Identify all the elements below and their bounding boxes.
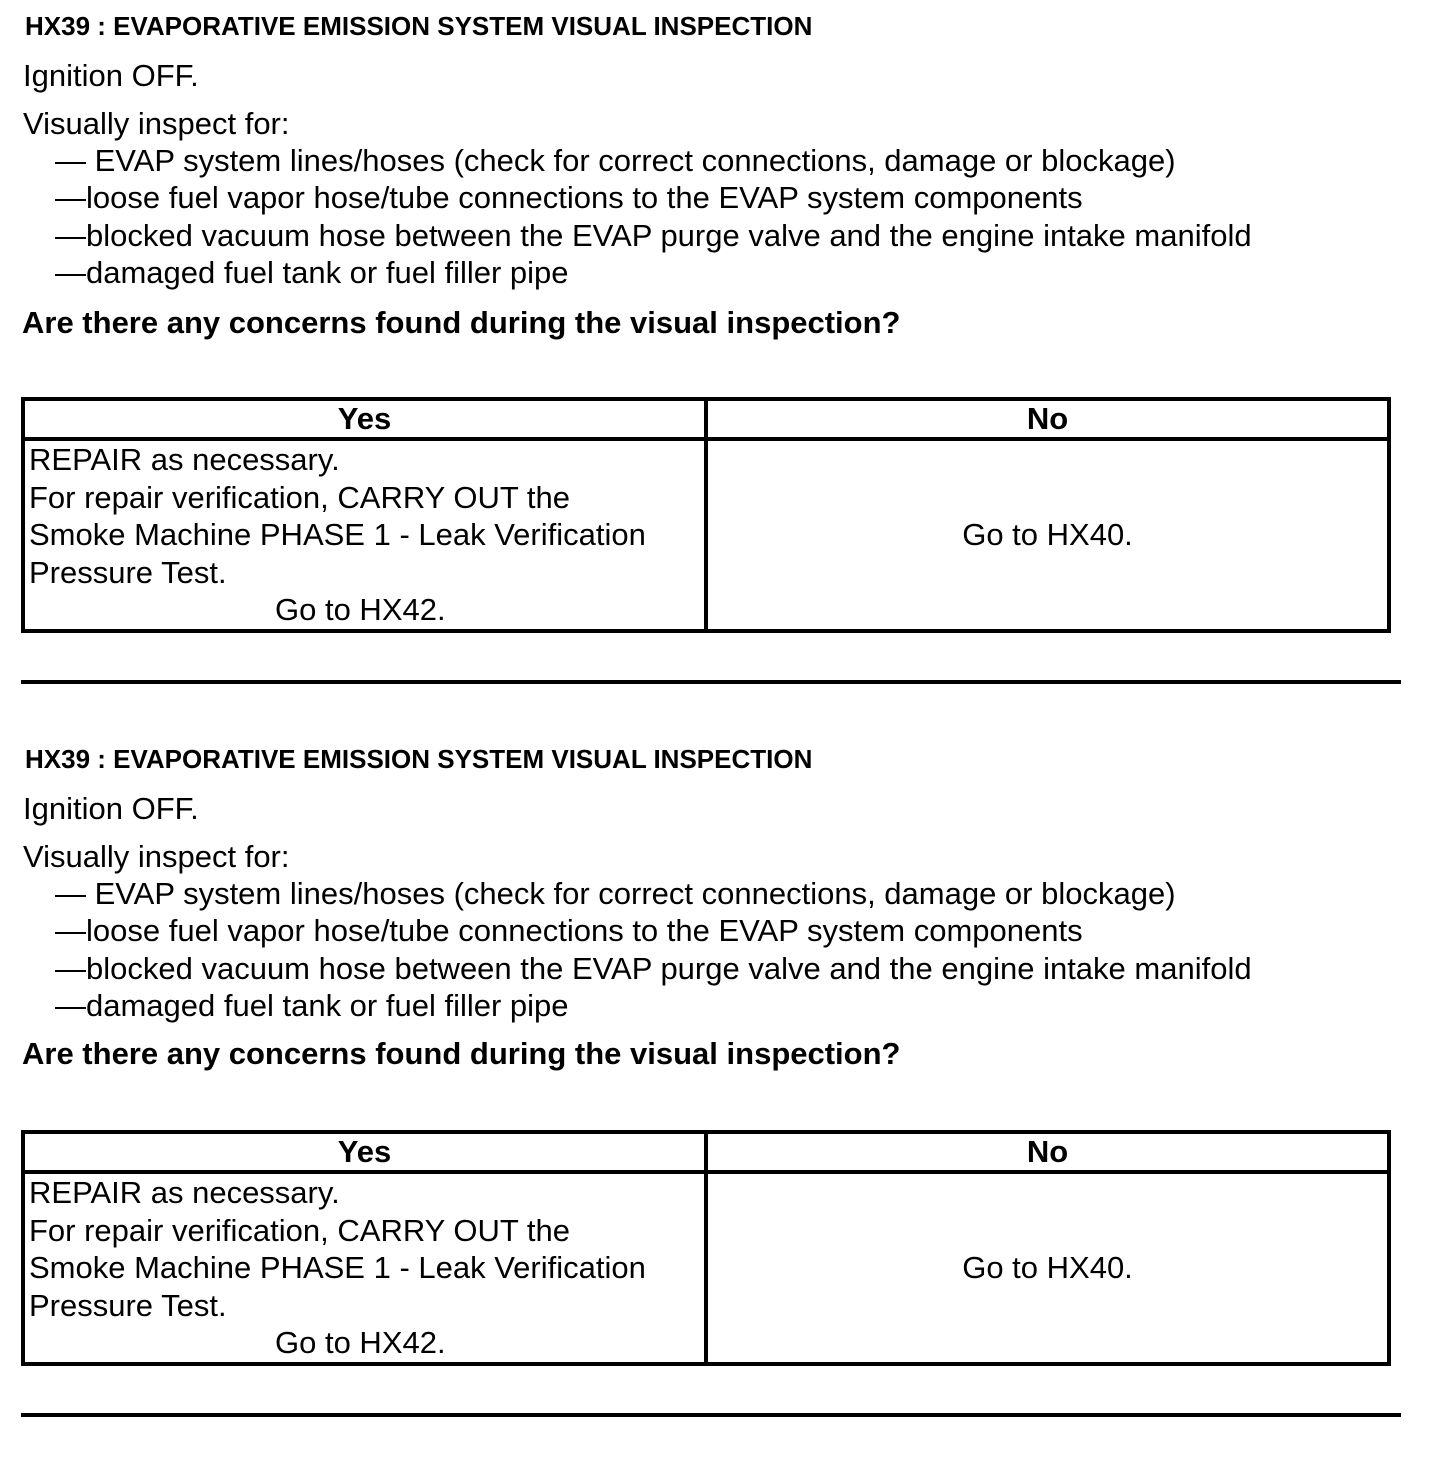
inspect-item: —damaged fuel tank or fuel filler pipe <box>55 255 569 290</box>
no-header: No <box>706 399 1389 439</box>
inspect-item: —blocked vacuum hose between the EVAP purge valve and the engine intake manifold <box>55 951 1252 986</box>
yes-action-cell <box>23 439 706 631</box>
yes-action-line: REPAIR as necessary. <box>29 442 340 478</box>
yes-action-line: For repair verification, CARRY OUT the <box>29 479 570 515</box>
ignition-instruction: Ignition OFF. <box>23 58 199 93</box>
inspect-item: —loose fuel vapor hose/tube connections to the EVAP system components <box>55 180 1083 215</box>
yes-goto-step: Go to HX42. <box>275 592 446 628</box>
section-title: HX39 : EVAPORATIVE EMISSION SYSTEM VISUAL INSPECTION <box>25 744 813 774</box>
inspect-item: —loose fuel vapor hose/tube connections to the EVAP system components <box>55 913 1083 948</box>
yes-action-line: Pressure Test. <box>29 1287 227 1323</box>
yes-header: Yes <box>23 399 706 439</box>
inspection-section-2 <box>0 733 1440 1466</box>
yes-action-line: For repair verification, CARRY OUT the <box>29 1212 570 1248</box>
inspect-item: — EVAP system lines/hoses (check for correct connections, damage or blockage) <box>55 876 1176 911</box>
inspect-intro: Visually inspect for: <box>23 839 290 874</box>
yes-goto-step: Go to HX42. <box>275 1325 446 1361</box>
no-header: No <box>706 1132 1389 1172</box>
section-title: HX39 : EVAPORATIVE EMISSION SYSTEM VISUAL INSPECTION <box>25 11 813 41</box>
inspect-item: — EVAP system lines/hoses (check for correct connections, damage or blockage) <box>55 143 1176 178</box>
inspect-intro: Visually inspect for: <box>23 106 290 141</box>
yes-action-cell <box>23 1172 706 1364</box>
yes-header: Yes <box>23 1132 706 1172</box>
yes-action-line: Smoke Machine PHASE 1 - Leak Verification <box>29 517 646 553</box>
section-divider <box>21 680 1401 684</box>
response-table <box>21 1130 1391 1366</box>
yes-action-line: REPAIR as necessary. <box>29 1175 340 1211</box>
inspection-question: Are there any concerns found during the visual inspection? <box>22 305 901 340</box>
no-goto-step: Go to HX40. <box>706 1172 1389 1364</box>
ignition-instruction: Ignition OFF. <box>23 791 199 826</box>
no-goto-step: Go to HX40. <box>706 439 1389 631</box>
response-table <box>21 397 1391 633</box>
inspect-item: —damaged fuel tank or fuel filler pipe <box>55 988 569 1023</box>
yes-action-line: Pressure Test. <box>29 554 227 590</box>
section-divider <box>21 1413 1401 1417</box>
inspection-question: Are there any concerns found during the visual inspection? <box>22 1036 901 1071</box>
yes-action-line: Smoke Machine PHASE 1 - Leak Verification <box>29 1250 646 1286</box>
inspect-item: —blocked vacuum hose between the EVAP purge valve and the engine intake manifold <box>55 218 1252 253</box>
